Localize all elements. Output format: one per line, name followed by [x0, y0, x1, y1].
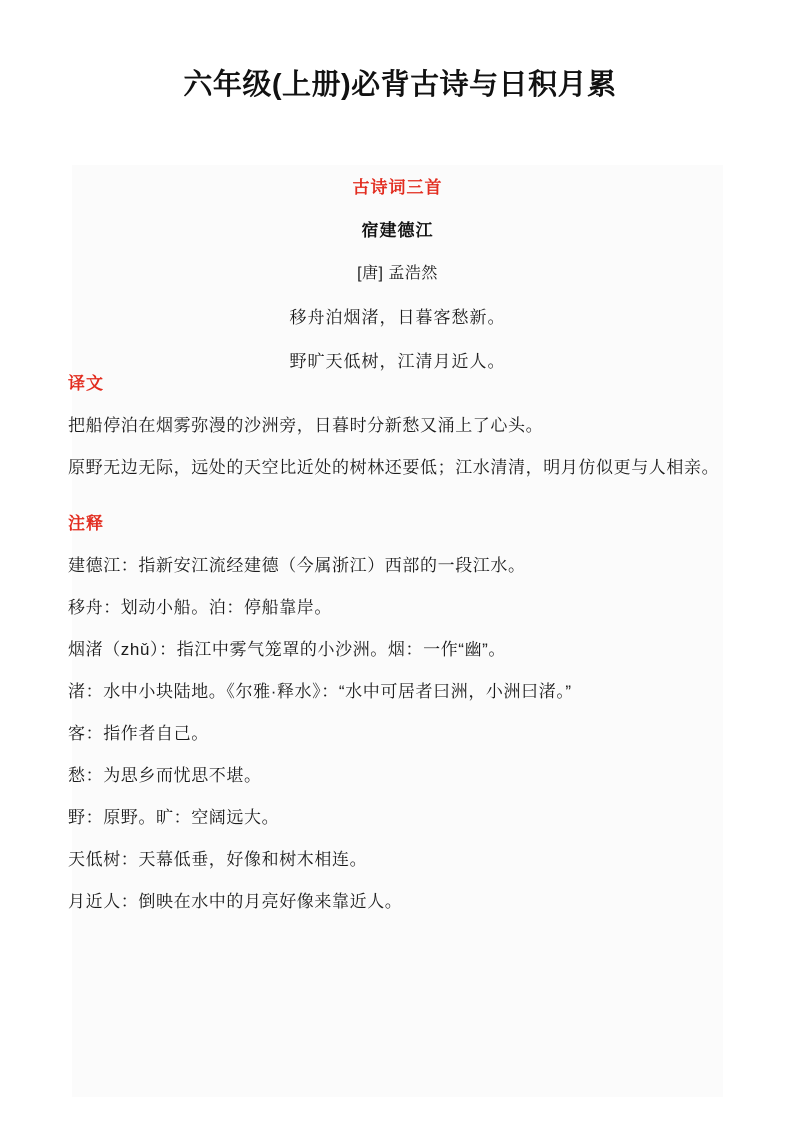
note-entry-yizhou: 移舟：划动小船。泊：停船靠岸。 [68, 598, 332, 617]
note-entry-yuejinren: 月近人：倒映在水中的月亮好像来靠近人。 [68, 892, 403, 911]
notes-heading: 注释 [68, 514, 104, 533]
poem-block [72, 165, 723, 375]
translation-paragraph-2: 原野无边无际，远处的天空比近处的树林还要低；江水清清，明月仿似更与人相亲。 [68, 458, 720, 477]
poem-title: 宿建德江 [361, 221, 434, 240]
translation-heading: 译文 [68, 374, 104, 393]
body-block [68, 371, 748, 923]
poem-author: [唐] 孟浩然 [357, 265, 438, 282]
note-entry-jiandejiang: 建德江：指新安江流经建德（今属浙江）西部的一段江水。 [68, 556, 526, 575]
translation-paragraph-1: 把船停泊在烟雾弥漫的沙洲旁，日暮时分新愁又涌上了心头。 [68, 416, 544, 435]
note-entry-tiandishu: 天低树：天幕低垂，好像和树木相连。 [68, 850, 368, 869]
content-panel [68, 165, 723, 1097]
note-entry-zhu: 渚：水中小块陆地。《尔雅·释水》：“水中可居者曰洲，小洲曰渚。” [68, 682, 572, 701]
poem-collection-title: 古诗词三首 [352, 178, 443, 197]
note-entry-ke: 客：指作者自己。 [68, 724, 209, 743]
note-entry-chou: 愁：为思乡而忧思不堪。 [68, 766, 262, 785]
note-entry-yanzhu: 烟渚（zhǔ）：指江中雾气笼罩的小沙洲。烟：一作“幽”。 [68, 640, 507, 659]
page-title: 六年级(上册)必背古诗与日积月累 [183, 69, 617, 101]
note-entry-ye: 野：原野。旷：空阔远大。 [68, 808, 280, 827]
poem-line-1: 移舟泊烟渚，日暮客愁新。 [289, 308, 506, 327]
poem-line-2: 野旷天低树，江清月近人。 [289, 352, 506, 371]
